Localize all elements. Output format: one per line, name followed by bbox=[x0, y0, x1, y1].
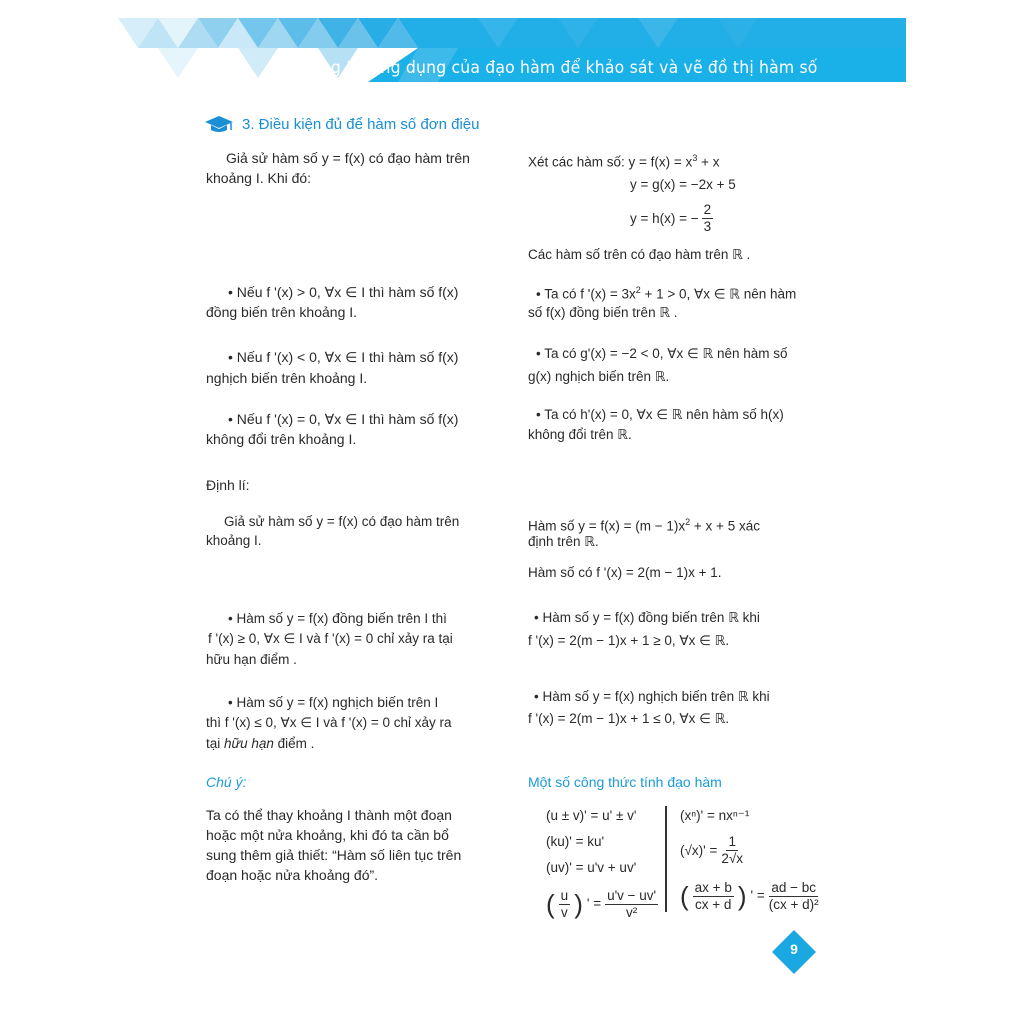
section-title-text: 3. Điều kiện đủ để hàm số đơn điệu bbox=[242, 115, 480, 133]
theorem-case2-line-3 bbox=[206, 734, 314, 754]
note-line-2: hoặc một nửa khoảng, khi đó ta cần bổ bbox=[206, 827, 449, 843]
result1-line-1 bbox=[536, 280, 796, 305]
theorem-case1-keyword: đồng biến bbox=[332, 610, 394, 626]
formula-sum-rule: (u ± v)' = u' ± v' bbox=[546, 808, 637, 823]
formula-sqrt-rule bbox=[680, 834, 743, 867]
example1-line-3 bbox=[630, 202, 713, 235]
theorem-case2-keyword: nghịch biến bbox=[332, 694, 404, 710]
example1-h: y = h(x) = − bbox=[630, 210, 699, 226]
solution1-line-2: f '(x) = 2(m − 1)x + 1 ≥ 0, ∀x ∈ ℝ. bbox=[528, 633, 730, 648]
case2-line-2 bbox=[206, 368, 367, 388]
sqrt-rhs bbox=[721, 834, 743, 867]
theorem-case2-post3: điểm . bbox=[273, 736, 315, 751]
note-line-1: Ta có thể thay khoảng I thành một đoạn bbox=[206, 807, 452, 823]
example1-den: 3 bbox=[703, 219, 712, 234]
result2-line-1: • Ta có g'(x) = −2 < 0, ∀x ∈ ℝ nên hàm số bbox=[536, 346, 788, 361]
result3-line-2: không đổi trên ℝ. bbox=[528, 427, 632, 442]
case1-keyword: đồng biến bbox=[206, 304, 268, 320]
example1-line-1 bbox=[528, 148, 719, 173]
note-line-4: đoạn hoặc nửa khoảng đó”. bbox=[206, 867, 379, 883]
theorem-case2-pre3: tại bbox=[206, 736, 225, 751]
theorem-case2-line-1 bbox=[228, 692, 438, 713]
page-number-badge bbox=[771, 929, 817, 975]
solution2-line-1: • Hàm số y = f(x) nghịch biến trên ℝ khi bbox=[534, 689, 770, 704]
example2-exp: 2 bbox=[685, 517, 691, 527]
case3-line-1: • Nếu f '(x) = 0, ∀x ∈ I thì hàm số f(x) bbox=[228, 411, 459, 427]
example2-line-3: Hàm số có f '(x) = 2(m − 1)x + 1. bbox=[528, 565, 722, 580]
sqrt-lhs: (√x)' = bbox=[680, 842, 718, 858]
result1-pre: • Ta có f '(x) = 3x bbox=[536, 286, 636, 302]
formula-constant-rule: (ku)' = ku' bbox=[546, 834, 605, 849]
result1-tail: + 1 > 0, ∀x ∈ ℝ nên hàm bbox=[640, 286, 797, 302]
case2-keyword: nghịch biến bbox=[206, 370, 278, 386]
theorem-case2-italic: hữu hạn bbox=[224, 736, 274, 751]
sqrt-rhs-num: 1 bbox=[728, 834, 736, 849]
formula-power-rule: (xⁿ)' = nxⁿ⁻¹ bbox=[680, 808, 750, 823]
case3-rest: trên khoảng I. bbox=[266, 431, 357, 447]
example1-num: 2 bbox=[703, 202, 712, 217]
theorem-case2-line-2: thì f '(x) ≤ 0, ∀x ∈ I và f '(x) = 0 chỉ xảy ra bbox=[206, 715, 452, 730]
case1-line-1: • Nếu f '(x) > 0, ∀x ∈ I thì hàm số f(x) bbox=[228, 284, 459, 300]
quotient-lhs-num: u bbox=[560, 887, 569, 903]
example2-tail: + x + 5 xác bbox=[690, 518, 760, 534]
case3-line-2 bbox=[206, 429, 356, 449]
homographic-lhs-num: ax + b bbox=[694, 879, 732, 895]
quotient-rhs-num: u'v − uv' bbox=[607, 887, 657, 903]
result2-line-2: g(x) nghịch biến trên ℝ. bbox=[528, 369, 670, 384]
theorem-case2-pre: • Hàm số y = f(x) bbox=[228, 695, 333, 710]
case2-line-1: • Nếu f '(x) < 0, ∀x ∈ I thì hàm số f(x) bbox=[228, 349, 459, 365]
theorem-case1-line-1 bbox=[228, 608, 447, 629]
formula-quotient-rule: ( $\frac{u}{v}$ ) ' = $\frac{u'v - uv'}{\text{v²}}$ bbox=[546, 887, 657, 920]
formula-heading: Một số công thức tính đạo hàm bbox=[528, 774, 722, 790]
example1-line-2: y = g(x) = −2x + 5 bbox=[630, 177, 736, 192]
result1-line-2: số f(x) đồng biến trên ℝ . bbox=[528, 305, 678, 320]
chapter-banner bbox=[118, 18, 906, 82]
case3-keyword: không đổi bbox=[206, 431, 267, 447]
example1-fraction bbox=[702, 202, 714, 235]
homographic-rhs-num: ad − bc bbox=[771, 879, 816, 895]
example2-pre: Hàm số y = f(x) = (m − 1)x bbox=[528, 518, 686, 534]
example2-line-2: định trên ℝ. bbox=[528, 534, 599, 549]
theorem-case1-line-3: hữu hạn điểm . bbox=[206, 652, 297, 667]
theorem-case1-line-2: f '(x) ≥ 0, ∀x ∈ I và f '(x) = 0 chỉ xảy ra tại bbox=[208, 631, 453, 646]
solution2-line-2: f '(x) = 2(m − 1)x + 1 ≤ 0, ∀x ∈ ℝ. bbox=[528, 711, 730, 726]
graduation-cap-icon bbox=[204, 114, 234, 134]
intro-line-2: khoảng I. Khi đó: bbox=[206, 170, 312, 186]
theorem-case2-post: trên I bbox=[403, 695, 439, 710]
case1-line-2 bbox=[206, 302, 357, 322]
quotient-rhs-den: v² bbox=[625, 904, 638, 920]
homographic-lhs bbox=[693, 880, 734, 913]
page-number: 9 bbox=[790, 941, 798, 957]
homographic-lhs-den: cx + d bbox=[695, 896, 732, 912]
formula-product-rule: (uv)' = u'v + uv' bbox=[546, 860, 637, 875]
theorem-case1-post: trên I thì bbox=[393, 611, 447, 626]
formula-divider bbox=[665, 806, 667, 912]
theorem-case1-pre: • Hàm số y = f(x) bbox=[228, 611, 333, 626]
solution1-line-1: • Hàm số y = f(x) đồng biến trên ℝ khi bbox=[534, 610, 760, 625]
note-label: Chú ý: bbox=[206, 774, 247, 790]
intro-line-1: Giả sử hàm số y = f(x) có đạo hàm trên bbox=[226, 150, 470, 166]
example1-f-tail: + x bbox=[697, 154, 720, 170]
quotient-lhs bbox=[559, 888, 571, 921]
chapter-title: Chương 1: Ứng dụng của đạo hàm để khảo sát và vẽ đồ thị hàm số bbox=[280, 58, 818, 78]
section-title bbox=[204, 114, 480, 134]
result3-line-1: • Ta có h'(x) = 0, ∀x ∈ ℝ nên hàm số h(x) bbox=[536, 407, 784, 422]
example1-line-4: Các hàm số trên có đạo hàm trên ℝ . bbox=[528, 247, 751, 262]
homographic-rhs-den: (cx + d)² bbox=[768, 896, 819, 912]
note-line-3: sung thêm giả thiết: “Hàm số liên tục trên bbox=[206, 847, 462, 863]
formula-homographic-rule: ( $\frac{ax + b}{cx + d}$ ) ' = $\frac{ad - bc}{\text{(cx + d)²}}$ bbox=[680, 879, 819, 912]
quotient-lhs-den: v bbox=[561, 904, 568, 920]
case2-rest: trên khoảng I. bbox=[277, 370, 368, 386]
example1-f: Xét các hàm số: y = f(x) = x bbox=[528, 154, 693, 170]
case1-rest: trên khoảng I. bbox=[267, 304, 358, 320]
sqrt-rhs-den: 2√x bbox=[721, 851, 744, 866]
theorem-line-1: Giả sử hàm số y = f(x) có đạo hàm trên bbox=[224, 514, 460, 529]
theorem-line-2: khoảng I. bbox=[206, 533, 262, 548]
quotient-rhs bbox=[605, 888, 658, 921]
homographic-rhs bbox=[769, 880, 819, 913]
example1-f-exp: 3 bbox=[692, 153, 698, 163]
theorem-label: Định lí: bbox=[206, 477, 250, 493]
result1-exp: 2 bbox=[635, 285, 641, 295]
